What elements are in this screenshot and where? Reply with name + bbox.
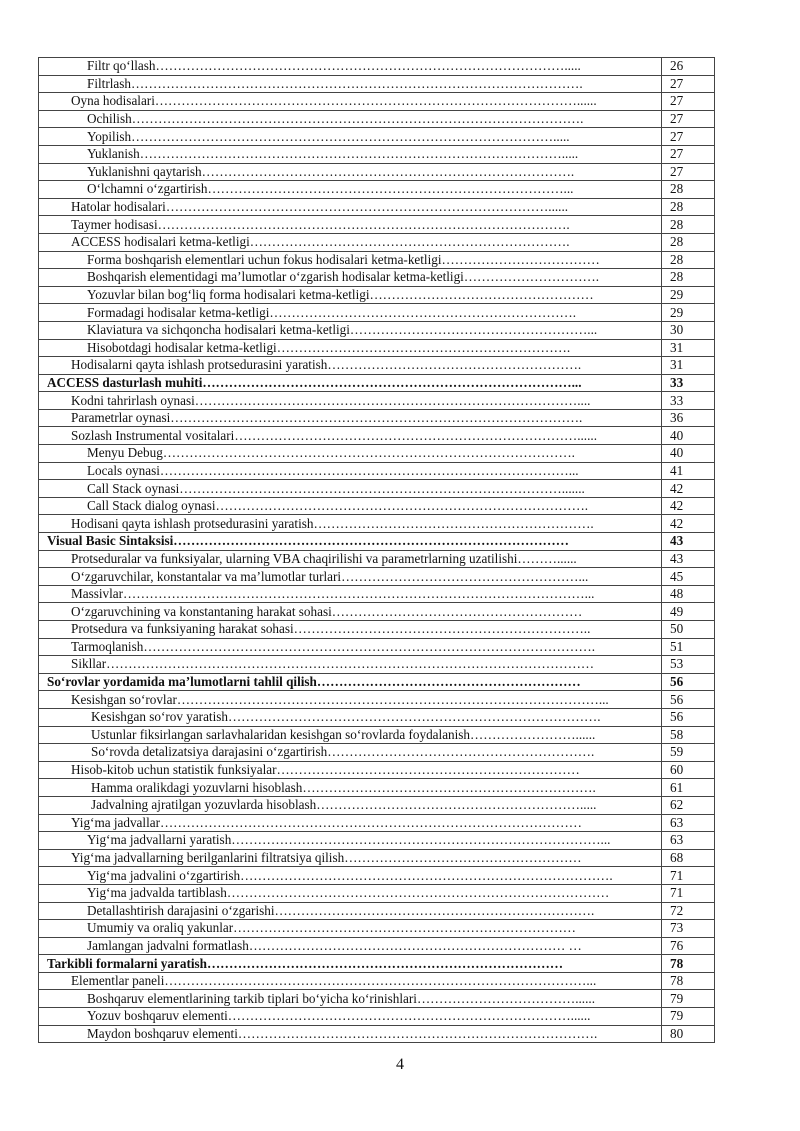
toc-entry-page: 79 [662, 1008, 715, 1026]
toc-entry-title: Klaviatura va sichqoncha hodisalari ketma-ketligi………………………………………………... [39, 321, 662, 339]
toc-entry-page: 59 [662, 744, 715, 762]
toc-entry-page: 43 [662, 550, 715, 568]
toc-entry-title: Locals oynasi…………………………………………………………………………………... [39, 462, 662, 480]
toc-entry-title: Visual Basic Sintaksisi……………………………………………………………………………… [39, 533, 662, 551]
toc-entry-page: 27 [662, 128, 715, 146]
toc-entry-title: Boshqarish elementidagi ma’lumotlar o‘zgarish hodisalar ketma-ketligi…………………………. [39, 269, 662, 287]
toc-entry-title: Jadvalning ajratilgan yozuvlarda hisoblash……………………………………………………..... [39, 796, 662, 814]
toc-entry-title: Elementlar paneli……………………………………………………………………………………... [39, 972, 662, 990]
toc-row [39, 849, 715, 867]
toc-entry-page: 51 [662, 638, 715, 656]
toc-row [39, 374, 715, 392]
toc-entry-page: 68 [662, 849, 715, 867]
toc-row [39, 269, 715, 287]
toc-entry-page: 33 [662, 374, 715, 392]
toc-entry-title: Tarkibli formalarni yaratish……………………………………………………………………… [39, 955, 662, 973]
toc-row [39, 181, 715, 199]
toc-entry-page: 27 [662, 163, 715, 181]
toc-row [39, 796, 715, 814]
toc-entry-page: 43 [662, 533, 715, 551]
toc-entry-page: 50 [662, 621, 715, 639]
toc-entry-page: 49 [662, 603, 715, 621]
toc-entry-title: Yuklanish……………………………………………………………………………………..... [39, 145, 662, 163]
toc-entry-page: 26 [662, 58, 715, 76]
toc-entry-page: 48 [662, 585, 715, 603]
toc-row [39, 110, 715, 128]
toc-entry-page: 61 [662, 779, 715, 797]
toc-entry-title: Yozuvlar bilan bog‘liq forma hodisalari ketma-ketligi…………………………………………… [39, 286, 662, 304]
toc-row [39, 392, 715, 410]
toc-row [39, 198, 715, 216]
toc-entry-title: Call Stack dialog oynasi…………………………………………………………………………. [39, 497, 662, 515]
toc-entry-title: Yozuv boshqaruv elementi……………………………………………………………………...... [39, 1008, 662, 1026]
toc-row [39, 902, 715, 920]
toc-entry-title: Yopilish……………………………………………………………………………………..... [39, 128, 662, 146]
toc-entry-page: 42 [662, 515, 715, 533]
toc-row [39, 744, 715, 762]
toc-entry-title: Protsedura va funksiyaning harakat sohasi………………………………………………………….. [39, 621, 662, 639]
toc-row [39, 251, 715, 269]
toc-entry-page: 31 [662, 357, 715, 375]
toc-row [39, 497, 715, 515]
toc-row [39, 533, 715, 551]
toc-entry-title: Call Stack oynasi……………………………………………………………………………....... [39, 480, 662, 498]
toc-row [39, 58, 715, 76]
toc-entry-page: 29 [662, 304, 715, 322]
toc-row [39, 726, 715, 744]
toc-entry-page: 28 [662, 216, 715, 234]
toc-row [39, 304, 715, 322]
toc-entry-title: Kesishgan so‘rovlar……………………………………………………………………………………... [39, 691, 662, 709]
toc-entry-title: Yig‘ma jadvalini o‘zgartirish…………………………………………………………………………. [39, 867, 662, 885]
toc-entry-page: 41 [662, 462, 715, 480]
toc-entry-title: O‘zgaruvchilar, konstantalar va ma’lumotlar turlari………………………………………………... [39, 568, 662, 586]
toc-entry-page: 53 [662, 656, 715, 674]
toc-entry-page: 71 [662, 867, 715, 885]
toc-row [39, 920, 715, 938]
toc-row [39, 462, 715, 480]
toc-entry-page: 28 [662, 181, 715, 199]
toc-row [39, 779, 715, 797]
toc-row [39, 1008, 715, 1026]
toc-entry-page: 40 [662, 445, 715, 463]
toc-entry-title: Hisob-kitob uchun statistik funksiyalar…………………………………………………………… [39, 761, 662, 779]
toc-entry-title: Maydon boshqaruv elementi………………………………………………………………………. [39, 1025, 662, 1043]
toc-entry-page: 78 [662, 955, 715, 973]
toc-entry-title: ACCESS hodisalari ketma-ketligi………………………………………………………………. [39, 233, 662, 251]
toc-entry-title: Filtr qo‘llash…………………………………………………………………………………..... [39, 58, 662, 76]
toc-entry-title: O‘lchamni o‘zgartirish………………………………………………………………………... [39, 181, 662, 199]
toc-entry-page: 27 [662, 93, 715, 111]
toc-entry-title: Yig‘ma jadvallarni yaratish…………………………………………………………………………... [39, 832, 662, 850]
toc-entry-title: Boshqaruv elementlarining tarkib tiplari bo‘yicha ko‘rinishlari………………………………...... [39, 990, 662, 1008]
toc-entry-page: 42 [662, 480, 715, 498]
toc-entry-page: 71 [662, 884, 715, 902]
toc-row [39, 761, 715, 779]
toc-row [39, 656, 715, 674]
toc-entry-title: Hamma oralikdagi yozuvlarni hisoblash…………………………………………………………. [39, 779, 662, 797]
toc-entry-title: Kodni tahrirlash oynasi…………………………………………………………………………….... [39, 392, 662, 410]
toc-entry-title: Yig‘ma jadvallar…………………………………………………………………………………… [39, 814, 662, 832]
toc-row [39, 550, 715, 568]
toc-entry-title: Sikllar………………………………………………………………………………………………… [39, 656, 662, 674]
toc-entry-title: Kesishgan so‘rov yaratish…………………………………………………………………………. [39, 708, 662, 726]
toc-row [39, 673, 715, 691]
toc-row [39, 937, 715, 955]
toc-row [39, 621, 715, 639]
table-of-contents [38, 57, 715, 1043]
toc-entry-page: 27 [662, 145, 715, 163]
toc-entry-title: Yig‘ma jadvalda tartiblash…………………………………………………………………………… [39, 884, 662, 902]
toc-entry-title: Forma boshqarish elementlari uchun fokus hodisalari ketma-ketligi……………………………… [39, 251, 662, 269]
toc-row [39, 75, 715, 93]
toc-entry-page: 29 [662, 286, 715, 304]
toc-entry-title: Taymer hodisasi…………………………………………………………………………………. [39, 216, 662, 234]
toc-row [39, 216, 715, 234]
toc-entry-title: Hisobotdagi hodisalar ketma-ketligi…………………………………………………………. [39, 339, 662, 357]
toc-entry-page: 72 [662, 902, 715, 920]
toc-entry-title: Protseduralar va funksiyalar, ularning VBA chaqirilishi va parametrlarning uzatilishi………...... [39, 550, 662, 568]
toc-entry-title: Formadagi hodisalar ketma-ketligi……………………………………………………………. [39, 304, 662, 322]
page-number: 4 [396, 1056, 404, 1073]
toc-entry-page: 28 [662, 198, 715, 216]
toc-row [39, 638, 715, 656]
toc-entry-page: 33 [662, 392, 715, 410]
toc-row [39, 691, 715, 709]
toc-row [39, 884, 715, 902]
toc-row [39, 93, 715, 111]
toc-entry-page: 36 [662, 409, 715, 427]
toc-row [39, 814, 715, 832]
toc-entry-title: Umumiy va oraliq yakunlar…………………………………………………………………… [39, 920, 662, 938]
toc-entry-page: 56 [662, 673, 715, 691]
toc-row [39, 515, 715, 533]
toc-entry-page: 40 [662, 427, 715, 445]
toc-row [39, 832, 715, 850]
toc-row [39, 321, 715, 339]
toc-entry-title: Sozlash Instrumental vositalari……………………………………………………………………...... [39, 427, 662, 445]
toc-row [39, 427, 715, 445]
toc-entry-page: 56 [662, 708, 715, 726]
toc-entry-title: Oyna hodisalari……………………………………………………………………………………...... [39, 93, 662, 111]
toc-row [39, 568, 715, 586]
toc-entry-page: 63 [662, 814, 715, 832]
toc-row [39, 603, 715, 621]
toc-entry-page: 76 [662, 937, 715, 955]
toc-row [39, 339, 715, 357]
toc-entry-page: 28 [662, 251, 715, 269]
toc-row [39, 990, 715, 1008]
toc-row [39, 972, 715, 990]
toc-entry-page: 58 [662, 726, 715, 744]
toc-entry-title: Hatolar hodisalari……………………………………………………………………………...... [39, 198, 662, 216]
toc-entry-title: Massivlar……………………………………………………………………………………………... [39, 585, 662, 603]
toc-entry-title: Yig‘ma jadvallarning berilganlarini filtratsiya qilish……………………………………………… [39, 849, 662, 867]
toc-entry-title: Ustunlar fiksirlangan sarlavhalaridan kesishgan so‘rovlarda foydalanish……………………...... [39, 726, 662, 744]
toc-entry-title: Detallashtirish darajasini o‘zgarishi………………………………………………………………. [39, 902, 662, 920]
toc-entry-title: So‘rovlar yordamida ma’lumotlarni tahlil qilish…………………………………………………… [39, 673, 662, 691]
toc-row [39, 867, 715, 885]
toc-entry-page: 79 [662, 990, 715, 1008]
toc-entry-page: 27 [662, 110, 715, 128]
toc-entry-title: Yuklanishni qaytarish…………………………………………………………………………. [39, 163, 662, 181]
toc-row [39, 145, 715, 163]
toc-entry-title: Menyu Debug…………………………………………………………………………………. [39, 445, 662, 463]
toc-entry-title: Ochilish…………………………………………………………………………………………. [39, 110, 662, 128]
toc-entry-title: So‘rovda detalizatsiya darajasini o‘zgartirish……………………………………………………. [39, 744, 662, 762]
toc-row [39, 480, 715, 498]
toc-row [39, 1025, 715, 1043]
toc-entry-page: 28 [662, 233, 715, 251]
toc-entry-page: 80 [662, 1025, 715, 1043]
toc-entry-page: 27 [662, 75, 715, 93]
toc-body [39, 58, 715, 1043]
toc-entry-title: Parametrlar oynasi…………………………………………………………………………………. [39, 409, 662, 427]
toc-entry-page: 73 [662, 920, 715, 938]
toc-row [39, 233, 715, 251]
toc-row [39, 585, 715, 603]
toc-row [39, 357, 715, 375]
toc-row [39, 286, 715, 304]
toc-row [39, 955, 715, 973]
toc-entry-page: 45 [662, 568, 715, 586]
toc-entry-page: 30 [662, 321, 715, 339]
toc-entry-page: 63 [662, 832, 715, 850]
toc-entry-title: O‘zgaruvchining va konstantaning harakat sohasi………………………………………………… [39, 603, 662, 621]
toc-entry-page: 60 [662, 761, 715, 779]
toc-entry-page: 56 [662, 691, 715, 709]
toc-entry-title: Tarmoqlanish…………………………………………………………………………………………. [39, 638, 662, 656]
toc-entry-title: Hodisalarni qayta ishlash protsedurasini yaratish…………………………………………………. [39, 357, 662, 375]
toc-entry-page: 28 [662, 269, 715, 287]
toc-row [39, 445, 715, 463]
toc-row [39, 128, 715, 146]
toc-entry-title: ACCESS dasturlash muhiti…………………………………………………………………………... [39, 374, 662, 392]
toc-entry-page: 42 [662, 497, 715, 515]
toc-entry-page: 31 [662, 339, 715, 357]
toc-entry-title: Jamlangan jadvalni formatlash……………………………………………………………… … [39, 937, 662, 955]
toc-entry-title: Filtrlash…………………………………………………………………………………………. [39, 75, 662, 93]
toc-row [39, 708, 715, 726]
toc-entry-page: 78 [662, 972, 715, 990]
toc-entry-title: Hodisani qayta ishlash protsedurasini yaratish………………………………………………………. [39, 515, 662, 533]
toc-row [39, 409, 715, 427]
toc-row [39, 163, 715, 181]
toc-entry-page: 62 [662, 796, 715, 814]
